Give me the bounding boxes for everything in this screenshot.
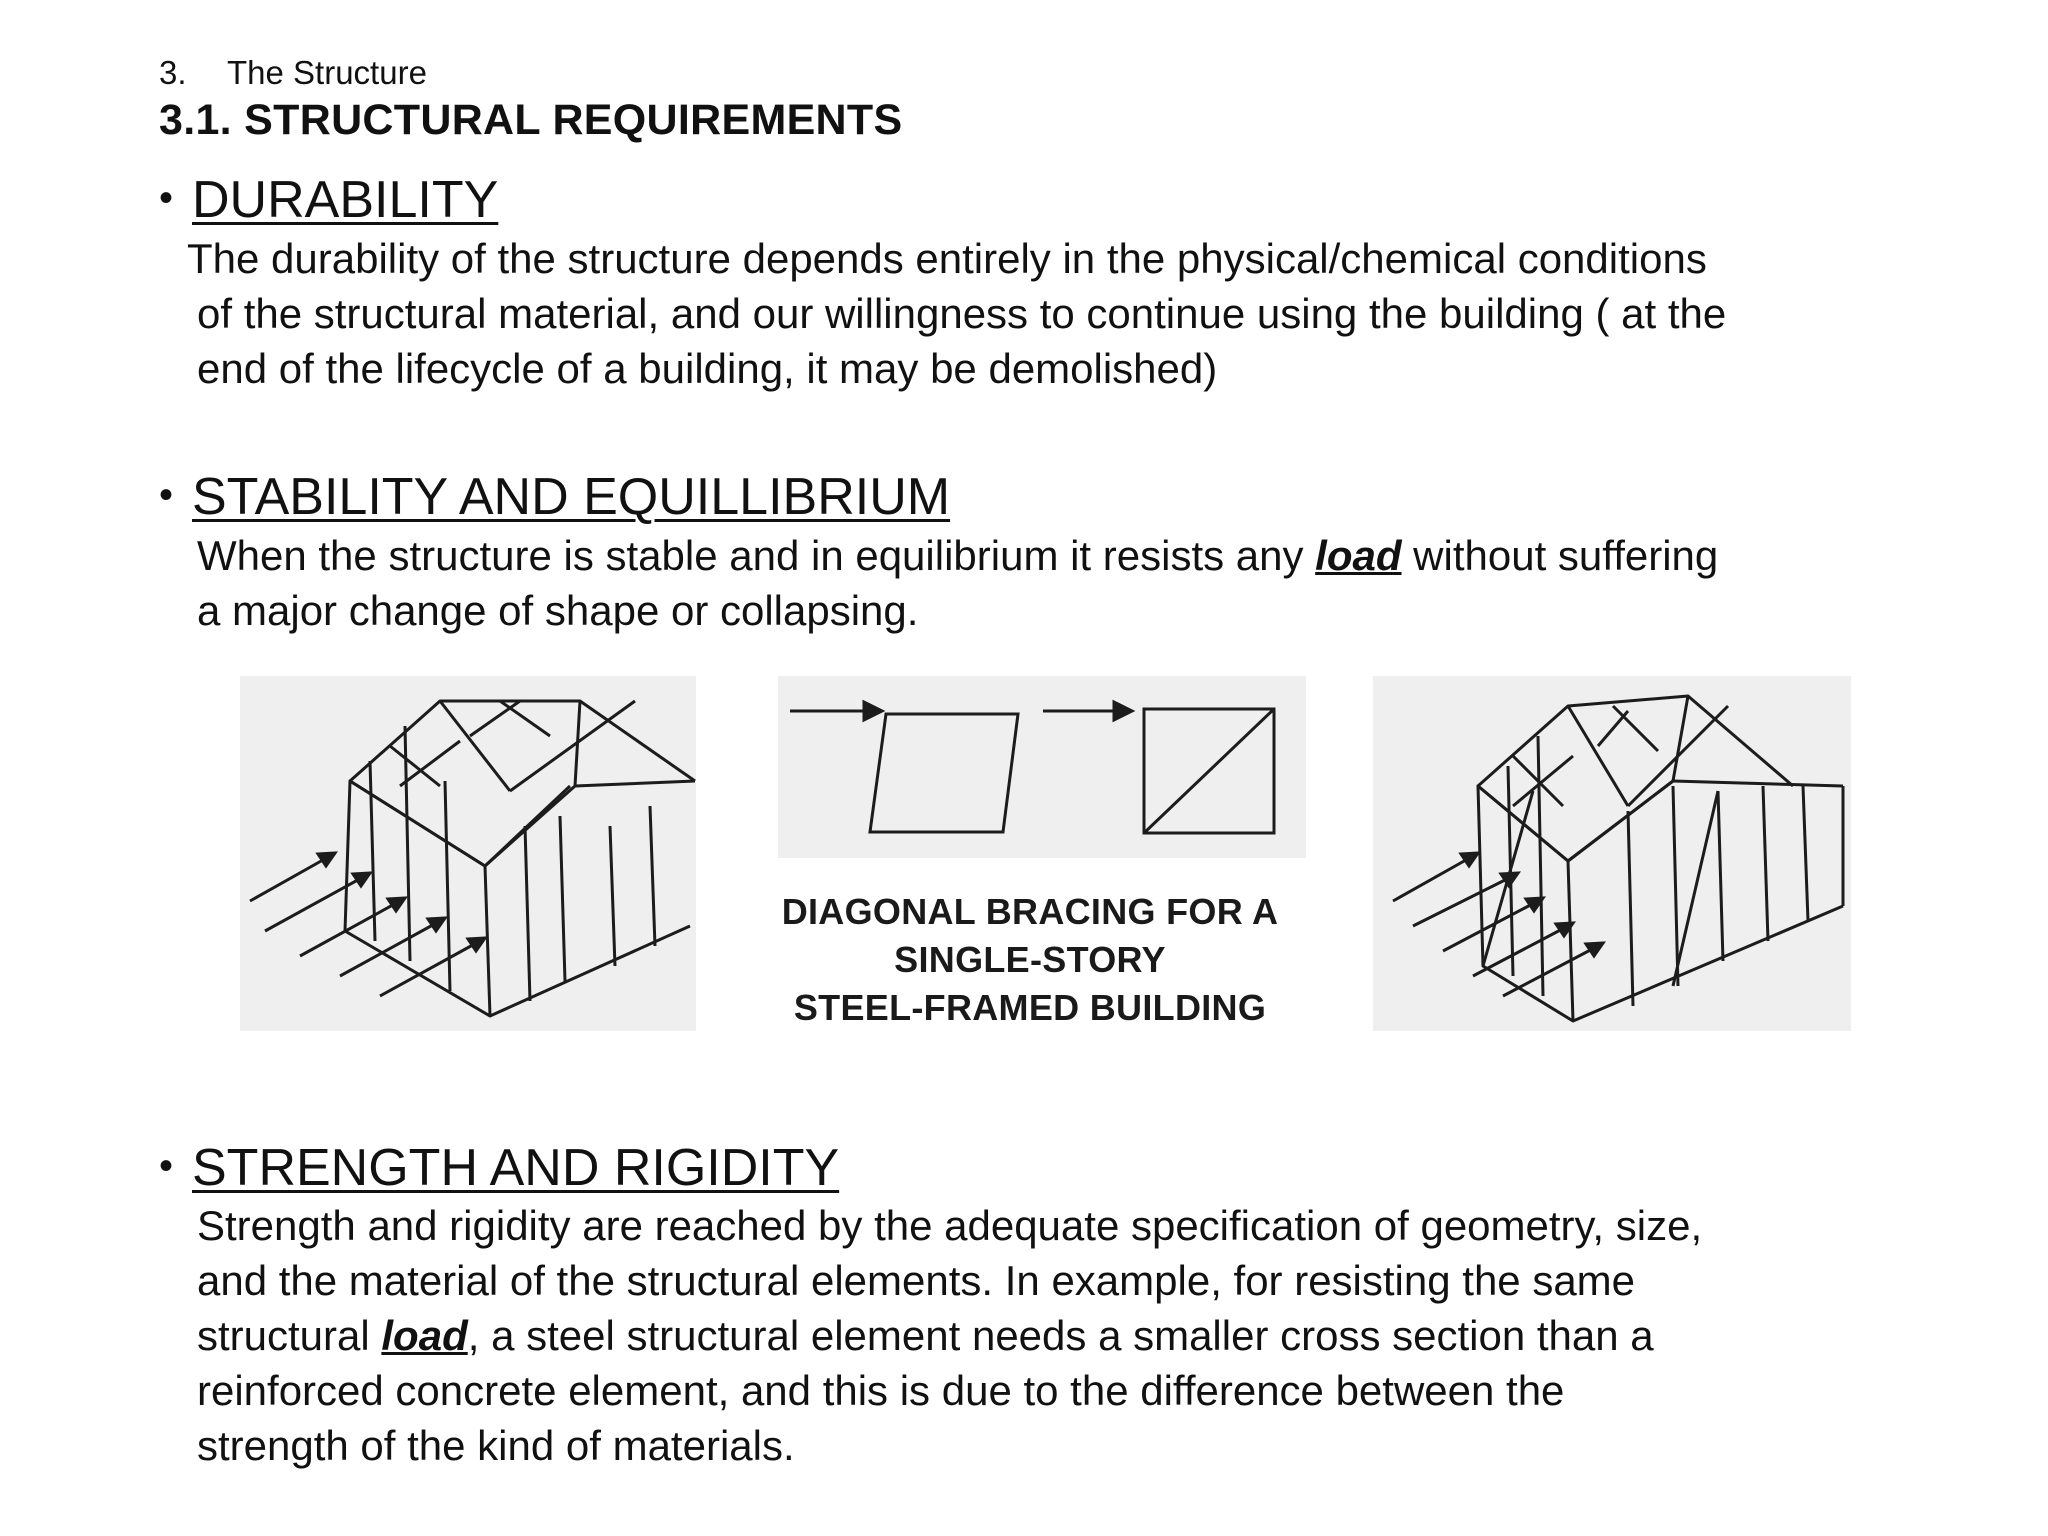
strength-line-2: and the material of the structural elements. In example, for resisting the same bbox=[197, 1257, 1636, 1304]
bullet: • bbox=[159, 473, 174, 517]
bracing-diagram-drawing bbox=[778, 676, 1306, 858]
stability-paragraph bbox=[197, 528, 1718, 638]
caption-line-3: STEEL-FRAMED BUILDING bbox=[793, 987, 1267, 1028]
braced-frame-figure-left bbox=[240, 676, 696, 1031]
caption-line-2: SINGLE-STORY bbox=[894, 939, 1166, 980]
chapter-heading bbox=[159, 54, 427, 92]
strength-line-1: Strength and rigidity are reached by the adequate specification of geometry, size, bbox=[197, 1202, 1703, 1249]
durability-heading bbox=[159, 170, 498, 230]
stability-heading-text: STABILITY AND EQUILLIBRIUM bbox=[192, 468, 951, 526]
steel-frame-drawing bbox=[1373, 676, 1851, 1031]
steel-frame-drawing bbox=[240, 676, 696, 1031]
stability-line-1-start: When the structure is stable and in equilibrium it resists any bbox=[197, 532, 1316, 579]
strength-heading-text: STRENGTH AND RIGIDITY bbox=[192, 1139, 840, 1197]
strength-line-3-end: , a steel structural element needs a smaller cross section than a bbox=[467, 1312, 1654, 1359]
braced-frame-figure-right bbox=[1373, 676, 1851, 1031]
durability-paragraph bbox=[187, 231, 1726, 396]
bullet: • bbox=[159, 1144, 174, 1188]
section-title: 3.1. STRUCTURAL REQUIREMENTS bbox=[159, 96, 903, 144]
load-keyword: load bbox=[381, 1312, 468, 1359]
strength-paragraph bbox=[197, 1198, 1702, 1473]
durability-line-1: The durability of the structure depends entirely in the physical/chemical conditions bbox=[187, 235, 1707, 282]
durability-line-3: end of the lifecycle of a building, it may be demolished) bbox=[197, 345, 1218, 392]
chapter-title: The Structure bbox=[227, 54, 427, 91]
stability-line-1-end: without suffering bbox=[1401, 532, 1719, 579]
strength-heading bbox=[159, 1138, 839, 1198]
load-keyword: load bbox=[1315, 532, 1402, 579]
durability-line-2: of the structural material, and our willingness to continue using the building ( at the bbox=[197, 290, 1727, 337]
bullet: • bbox=[159, 176, 174, 220]
durability-heading-text: DURABILITY bbox=[192, 171, 499, 229]
strength-line-3 bbox=[197, 1308, 1702, 1363]
caption-line-1: DIAGONAL BRACING FOR A bbox=[781, 891, 1279, 932]
stability-line-1 bbox=[197, 528, 1718, 583]
diagonal-bracing-diagram bbox=[778, 676, 1306, 858]
strength-line-4: reinforced concrete element, and this is due to the difference between the bbox=[197, 1367, 1565, 1414]
stability-line-2: a major change of shape or collapsing. bbox=[197, 587, 919, 634]
chapter-number: 3. bbox=[159, 54, 187, 91]
strength-line-5: strength of the kind of materials. bbox=[197, 1422, 795, 1469]
figure-caption bbox=[740, 888, 1320, 1032]
stability-heading bbox=[159, 467, 950, 527]
strength-line-3-start: structural bbox=[197, 1312, 382, 1359]
